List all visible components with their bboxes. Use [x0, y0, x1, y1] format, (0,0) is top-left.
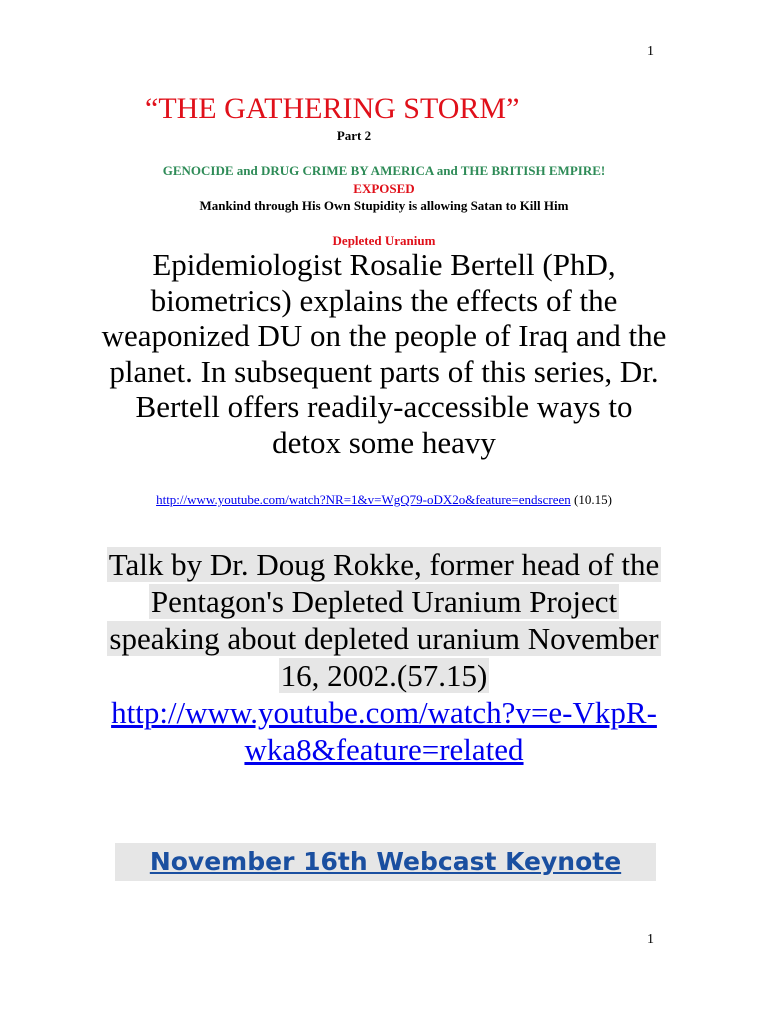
video-link-row: [0, 492, 768, 508]
page-number-top: 1: [647, 44, 654, 59]
exposed-label: EXPOSED: [353, 181, 415, 196]
subheadline: Mankind through His Own Stupidity is allowing Satan to Kill Him: [199, 198, 569, 213]
youtube-link-bertell[interactable]: http://www.youtube.com/watch?NR=1&v=WgQ79-oDX2o&feature=endscreen: [156, 492, 571, 507]
body-paragraph: Epidemiologist Rosalie Bertell (PhD, biometrics) explains the effects of the weaponized DU on the people of Iraq and the planet. In subsequent parts of this series, Dr. Bertell offers readily-accessible ways to detox some heavy: [101, 247, 667, 460]
video-duration: (10.15): [570, 492, 612, 507]
part-label: Part 2: [336, 128, 372, 143]
talk-text: Talk by Dr. Doug Rokke, former head of the Pentagon's Depleted Uranium Project speaking about depleted uranium November 16, 2002.(57.15): [108, 547, 660, 693]
document-title: “THE GATHERING STORM”: [145, 92, 520, 125]
keynote-link[interactable]: November 16th Webcast Keynote: [115, 843, 656, 881]
page-number-bottom: 1: [647, 932, 654, 947]
youtube-link-rokke[interactable]: http://www.youtube.com/watch?v=e-VkpR-wka8&feature=related: [111, 695, 657, 767]
section-label: Depleted Uranium: [332, 233, 436, 248]
headline: GENOCIDE and DRUG CRIME BY AMERICA and THE BRITISH EMPIRE!: [162, 163, 606, 178]
talk-block: [104, 546, 664, 768]
